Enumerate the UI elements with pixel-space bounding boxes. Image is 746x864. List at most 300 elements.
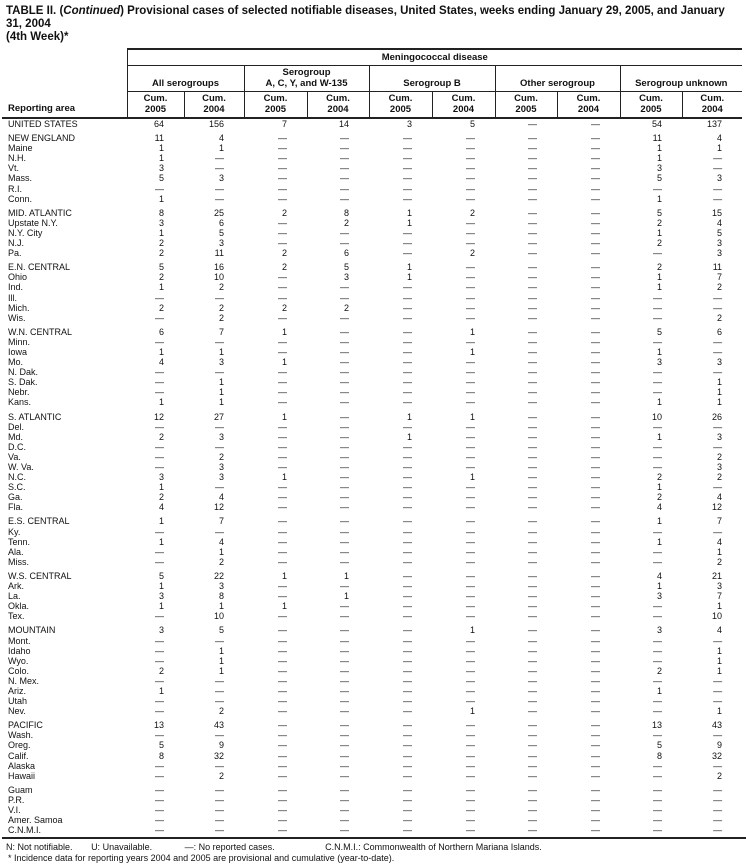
value-cell: 1 — [158, 346, 164, 357]
value-cell: — — [340, 601, 349, 612]
value-cell: — — [466, 217, 475, 228]
reporting-area-cell: S. Dak. — [8, 377, 38, 388]
value-cell: — — [340, 193, 349, 204]
value-cell: — — [403, 665, 412, 676]
value-cell: — — [591, 482, 600, 493]
reporting-area-cell: R.I. — [8, 183, 23, 194]
value-cell: — — [155, 805, 164, 815]
value-cell: 1 — [281, 357, 287, 368]
value-cell: — — [215, 635, 224, 646]
value-cell: — — [155, 387, 164, 398]
value-cell: — — [713, 760, 723, 771]
value-cell: — — [528, 357, 537, 368]
table-row — [2, 442, 742, 452]
value-cell: — — [713, 302, 723, 313]
reporting-area-cell: Colo. — [8, 665, 30, 676]
value-cell: 1 — [717, 397, 723, 408]
table-row — [2, 377, 742, 387]
value-cell: 16 — [213, 262, 224, 273]
reporting-area-cell: Fla. — [8, 502, 24, 513]
value-cell: — — [278, 183, 287, 194]
value-cell: 3 — [343, 272, 349, 283]
value-cell: — — [215, 163, 224, 174]
value-cell: — — [528, 451, 537, 462]
value-cell: 3 — [218, 472, 224, 483]
value-cell: — — [278, 163, 287, 174]
value-cell: 2 — [218, 302, 224, 313]
value-cell: — — [340, 472, 349, 483]
value-cell: — — [713, 526, 723, 537]
value-cell: — — [155, 655, 164, 666]
reporting-area-cell: Guam — [8, 784, 33, 795]
value-cell: — — [528, 591, 537, 602]
value-cell: — — [591, 133, 600, 144]
value-cell: 2 — [717, 556, 723, 567]
value-cell: — — [591, 326, 600, 337]
value-cell: — — [340, 377, 349, 388]
value-cell: — — [340, 462, 349, 472]
value-cell: — — [591, 516, 600, 527]
value-cell: — — [155, 730, 164, 741]
value-cell: — — [278, 546, 287, 557]
table-row — [2, 527, 742, 537]
reporting-area-cell: Minn. — [8, 336, 31, 347]
value-cell: — — [528, 675, 537, 686]
reporting-area-cell: Oreg. — [8, 740, 31, 751]
value-cell: 2 — [281, 302, 287, 313]
value-cell: 1 — [406, 431, 412, 442]
value-cell: — — [403, 367, 412, 378]
value-cell: — — [340, 581, 349, 592]
value-cell: — — [466, 367, 475, 378]
value-cell: — — [528, 312, 537, 323]
value-cell: 1 — [656, 272, 662, 283]
value-cell: 1 — [158, 227, 164, 238]
value-cell: 8 — [656, 750, 662, 761]
value-cell: — — [713, 482, 723, 493]
value-cell: 2 — [281, 262, 287, 273]
value-cell: 9 — [717, 740, 723, 751]
value-cell: — — [278, 133, 287, 144]
value-cell: — — [278, 346, 287, 357]
value-cell: 7 — [717, 272, 723, 283]
value-cell: — — [591, 207, 600, 218]
value-cell: — — [466, 377, 475, 388]
table-title — [0, 0, 742, 47]
value-cell: — — [466, 451, 475, 462]
value-cell: 1 — [281, 472, 287, 483]
value-cell: — — [528, 794, 537, 805]
value-cell: — — [591, 611, 600, 622]
value-cell: — — [403, 675, 412, 686]
value-cell: — — [653, 825, 662, 836]
value-cell: 1 — [158, 282, 164, 293]
value-cell: — — [528, 183, 537, 194]
value-cell: 1 — [656, 581, 662, 592]
value-cell: 1 — [656, 397, 662, 408]
value-cell: — — [403, 312, 412, 323]
value-cell: — — [278, 421, 287, 432]
value-cell: — — [155, 645, 164, 656]
value-cell: — — [528, 217, 537, 228]
value-cell: — — [466, 526, 475, 537]
value-cell: — — [340, 675, 349, 686]
table-row — [2, 133, 742, 143]
value-cell: 1 — [218, 346, 224, 357]
table-row — [2, 785, 742, 795]
value-cell: — — [528, 825, 537, 836]
value-cell: — — [278, 685, 287, 696]
value-cell: — — [466, 601, 475, 612]
value-cell: 1 — [218, 665, 224, 676]
value-cell: — — [215, 193, 224, 204]
value-cell: — — [403, 292, 412, 303]
value-cell: — — [278, 536, 287, 547]
value-cell: — — [528, 367, 537, 378]
value-cell: 1 — [656, 143, 662, 154]
table-row — [2, 581, 742, 591]
table-title-suffix: ) Provisional cases of selected notifiable diseases, United States, weeks ending January 29, 2005, and January 31, 2004 — [6, 5, 725, 30]
value-cell: — — [528, 207, 537, 218]
value-cell: 5 — [656, 740, 662, 751]
table-row — [2, 303, 742, 313]
value-cell: 1 — [656, 482, 662, 493]
value-cell: 2 — [717, 770, 723, 781]
value-cell: — — [528, 665, 537, 676]
value-cell: — — [340, 451, 349, 462]
value-cell: 14 — [338, 119, 349, 129]
value-cell: 1 — [406, 411, 412, 422]
table-title-line1 — [6, 5, 738, 31]
value-cell: — — [340, 387, 349, 398]
value-cell: — — [340, 655, 349, 666]
value-cell: 1 — [656, 516, 662, 527]
value-cell: — — [713, 635, 723, 646]
value-cell: — — [466, 611, 475, 622]
value-cell: — — [278, 805, 287, 815]
value-cell: 12 — [153, 411, 164, 422]
value-cell: — — [278, 696, 287, 707]
cum-year-header: Cum. 2005 — [127, 92, 184, 119]
value-cell: 13 — [651, 720, 662, 731]
value-cell: 3 — [656, 625, 662, 636]
value-cell: — — [403, 815, 412, 826]
value-cell: — — [528, 193, 537, 204]
reporting-area-cell: Vt. — [8, 163, 20, 174]
value-cell: — — [403, 601, 412, 612]
reporting-area-cell: Miss. — [8, 556, 29, 567]
value-cell: — — [591, 760, 600, 771]
value-cell: — — [591, 238, 600, 249]
value-cell: — — [403, 805, 412, 815]
reporting-area-cell: Calif. — [8, 750, 29, 761]
value-cell: 1 — [656, 685, 662, 696]
value-cell: 13 — [153, 720, 164, 731]
value-cell: 6 — [717, 326, 723, 337]
value-cell: 2 — [158, 272, 164, 283]
value-cell: — — [278, 492, 287, 503]
value-cell: 2 — [656, 262, 662, 273]
value-cell: — — [403, 696, 412, 707]
value-cell: — — [653, 367, 662, 378]
table-row — [2, 387, 742, 397]
table-row — [2, 730, 742, 740]
value-cell: 1 — [158, 536, 164, 547]
value-cell: 3 — [218, 173, 224, 184]
value-cell: — — [278, 794, 287, 805]
value-cell: 2 — [469, 207, 475, 218]
reporting-area-cell: Amer. Samoa — [8, 815, 63, 826]
cum-year-header: Cum. 2005 — [369, 92, 432, 119]
value-cell: — — [403, 581, 412, 592]
value-cell: — — [403, 133, 412, 144]
value-cell: 3 — [218, 462, 224, 472]
table-footer — [2, 837, 746, 864]
table-row — [2, 272, 742, 282]
value-cell: — — [278, 282, 287, 293]
value-cell: — — [591, 570, 600, 581]
table-title-line2: (4th Week)* — [6, 31, 69, 43]
reporting-area-cell: MOUNTAIN — [8, 625, 56, 636]
value-cell: 2 — [717, 472, 723, 483]
value-cell: — — [653, 760, 662, 771]
value-cell: — — [591, 421, 600, 432]
reporting-area-cell: E.N. CENTRAL — [8, 262, 71, 273]
value-cell: 5 — [717, 227, 723, 238]
value-cell: 6 — [343, 248, 349, 259]
reporting-area-cell: Kans. — [8, 397, 32, 408]
value-cell: — — [528, 163, 537, 174]
reporting-area-cell: N.H. — [8, 153, 26, 164]
value-cell: — — [528, 601, 537, 612]
value-cell: — — [340, 346, 349, 357]
value-cell: — — [403, 173, 412, 184]
value-cell: — — [340, 760, 349, 771]
value-cell: 10 — [712, 611, 723, 622]
reporting-area-cell: P.R. — [8, 794, 25, 805]
value-cell: — — [403, 645, 412, 656]
value-cell: — — [340, 770, 349, 781]
reporting-area-cell: Utah — [8, 696, 28, 707]
value-cell: — — [403, 238, 412, 249]
value-cell: — — [653, 611, 662, 622]
value-cell: — — [528, 411, 537, 422]
value-cell: — — [528, 536, 537, 547]
value-cell: — — [403, 635, 412, 646]
value-cell: — — [528, 815, 537, 826]
value-cell: — — [278, 675, 287, 686]
value-cell: — — [403, 462, 412, 472]
value-cell: 4 — [158, 357, 164, 368]
table-row — [2, 557, 742, 567]
value-cell: — — [528, 720, 537, 731]
value-cell: — — [653, 462, 662, 472]
value-cell: 4 — [717, 217, 723, 228]
value-cell: — — [340, 516, 349, 527]
value-cell: 54 — [651, 119, 662, 129]
reporting-area-cell: W. Va. — [8, 462, 34, 472]
reporting-area-cell: Idaho — [8, 645, 31, 656]
value-cell: — — [591, 357, 600, 368]
value-cell: — — [591, 815, 600, 826]
value-cell: 2 — [656, 492, 662, 503]
value-cell: — — [653, 675, 662, 686]
value-cell: — — [528, 282, 537, 293]
value-cell: — — [155, 825, 164, 836]
value-cell: 4 — [218, 492, 224, 503]
value-cell: — — [403, 472, 412, 483]
value-cell: 3 — [218, 238, 224, 249]
value-cell: 5 — [469, 119, 475, 129]
value-cell: — — [466, 750, 475, 761]
value-cell: — — [528, 526, 537, 537]
value-cell: — — [713, 421, 723, 432]
reporting-area-cell: La. — [8, 591, 21, 602]
value-cell: — — [278, 720, 287, 731]
table-row — [2, 432, 742, 442]
value-cell: — — [653, 794, 662, 805]
value-cell: — — [591, 119, 600, 129]
cum-year-header: Cum. 2004 — [682, 92, 742, 119]
table-row — [2, 571, 742, 581]
value-cell: 1 — [469, 411, 475, 422]
value-cell: — — [528, 262, 537, 273]
value-cell: — — [155, 546, 164, 557]
value-cell: — — [278, 377, 287, 388]
value-cell: — — [403, 193, 412, 204]
value-cell: — — [403, 625, 412, 636]
table-row — [2, 625, 742, 635]
value-cell: 25 — [213, 207, 224, 218]
value-cell: — — [713, 815, 723, 826]
value-cell: — — [466, 357, 475, 368]
value-cell: — — [466, 570, 475, 581]
table-row — [2, 740, 742, 750]
value-cell: — — [278, 770, 287, 781]
value-cell: — — [591, 387, 600, 398]
table-row — [2, 313, 742, 323]
value-cell: 3 — [158, 591, 164, 602]
value-cell: — — [466, 272, 475, 283]
value-cell: — — [403, 421, 412, 432]
value-cell: — — [155, 421, 164, 432]
table-row — [2, 825, 742, 835]
value-cell: — — [528, 387, 537, 398]
value-cell: — — [653, 601, 662, 612]
table-row — [2, 184, 742, 194]
value-cell: — — [340, 238, 349, 249]
value-cell: — — [591, 502, 600, 513]
value-cell: — — [340, 397, 349, 408]
value-cell: — — [403, 326, 412, 337]
value-cell: — — [466, 556, 475, 567]
value-cell: — — [466, 665, 475, 676]
value-cell: — — [215, 805, 224, 815]
value-cell: — — [466, 784, 475, 795]
reporting-area-cell: N. Dak. — [8, 367, 39, 378]
value-cell: — — [403, 143, 412, 154]
value-cell: — — [340, 183, 349, 194]
value-cell: 1 — [218, 645, 224, 656]
value-cell: — — [591, 696, 600, 707]
table-row — [2, 208, 742, 218]
value-cell: — — [403, 282, 412, 293]
value-cell: 1 — [158, 601, 164, 612]
value-cell: — — [528, 336, 537, 347]
value-cell: — — [155, 367, 164, 378]
reporting-area-cell: Upstate N.Y. — [8, 217, 58, 228]
table-row — [2, 676, 742, 686]
reporting-area-cell: Ind. — [8, 282, 24, 293]
value-cell: — — [278, 143, 287, 154]
value-cell: — — [340, 825, 349, 836]
value-cell: — — [403, 387, 412, 398]
value-cell: — — [466, 183, 475, 194]
value-cell: — — [278, 367, 287, 378]
reporting-area-cell: Mo. — [8, 357, 24, 368]
value-cell: — — [466, 794, 475, 805]
value-cell: — — [278, 431, 287, 442]
value-cell: — — [403, 655, 412, 666]
value-cell: — — [591, 302, 600, 313]
value-cell: — — [466, 516, 475, 527]
value-cell: — — [215, 815, 224, 826]
value-cell: — — [340, 336, 349, 347]
value-cell: — — [278, 526, 287, 537]
reporting-area-cell: Va. — [8, 451, 21, 462]
value-cell: — — [278, 784, 287, 795]
value-cell: 8 — [158, 207, 164, 218]
table-row — [2, 646, 742, 656]
table-row — [2, 327, 742, 337]
reporting-area-cell: Maine — [8, 143, 33, 154]
value-cell: — — [278, 665, 287, 676]
reporting-area-cell: Alaska — [8, 760, 36, 771]
value-cell: — — [340, 730, 349, 741]
value-cell: — — [215, 760, 224, 771]
value-cell: 5 — [158, 262, 164, 273]
value-cell: — — [466, 825, 475, 836]
value-cell: — — [403, 706, 412, 717]
value-cell: — — [528, 706, 537, 717]
value-cell: 1 — [158, 581, 164, 592]
value-cell: — — [155, 635, 164, 646]
value-cell: — — [278, 387, 287, 398]
value-cell: — — [591, 312, 600, 323]
value-cell: — — [528, 492, 537, 503]
table-row — [2, 636, 742, 646]
value-cell: — — [591, 153, 600, 164]
value-cell: — — [591, 346, 600, 357]
value-cell: — — [340, 635, 349, 646]
table-row — [2, 720, 742, 730]
value-cell: — — [466, 262, 475, 273]
value-cell: 2 — [218, 282, 224, 293]
value-cell: 3 — [717, 248, 723, 259]
value-cell: 5 — [158, 740, 164, 751]
value-cell: 3 — [158, 625, 164, 636]
value-cell: 6 — [218, 217, 224, 228]
value-cell: 1 — [158, 516, 164, 527]
value-cell: 1 — [717, 546, 723, 557]
value-cell: — — [528, 173, 537, 184]
value-cell: 7 — [218, 326, 224, 337]
value-cell: — — [713, 685, 723, 696]
value-cell: — — [528, 750, 537, 761]
value-cell: 1 — [717, 706, 723, 717]
value-cell: — — [340, 143, 349, 154]
table-row — [2, 347, 742, 357]
